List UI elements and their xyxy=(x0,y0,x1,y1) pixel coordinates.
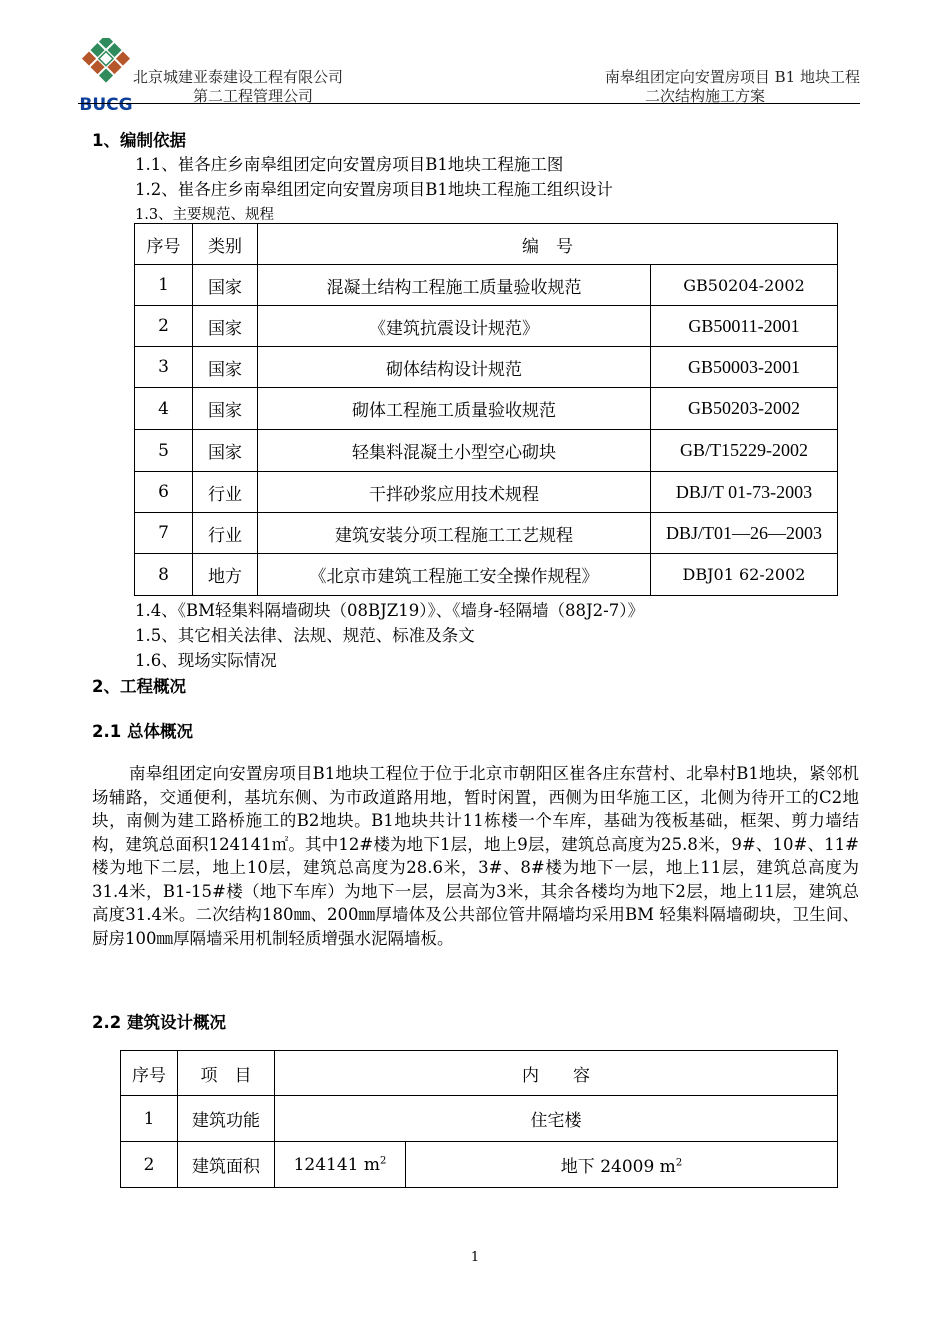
col-header-content: 内 容 xyxy=(275,1051,838,1096)
row-category: 国家 xyxy=(193,265,258,306)
section-1-heading: 1、编制依据 xyxy=(92,131,186,150)
table-header-row xyxy=(121,1051,838,1096)
row-standard-code: DBJ/T 01-73-2003 xyxy=(651,472,838,513)
row-content: 住宅楼 xyxy=(275,1096,838,1142)
table-header-row xyxy=(135,224,838,265)
project-name: 南皋组团定向安置房项目 B1 地块工程 xyxy=(604,68,860,86)
project-overview-paragraph: 南皋组团定向安置房项目B1地块工程位于位于北京市朝阳区崔各庄东营村、北皋村B1地块，紧邻机场辅路，交通便利，基坑东侧、为市政道路用地，暂时闲置，西侧为田华施工区，北侧为待开工的C2地块，南侧为建工路桥施工的B2地块。B1地块共计11栋楼一个车库，基础为筏板基础，框架、剪力墙结构，建筑总面积124141㎡。其中12#楼为地下1层，地上9层，建筑总高度为25.8米，9#、10#、11#楼为地下二层，地上10层，建筑总高度为28.6米，3#、8#楼为地下一层，地上11层，建筑总高度为31.4米，B1-15#楼（地下车库）为地下一层，层高为3米，其余各楼均为地下2层，地上11层，建筑总高度31.4米。二次结构180㎜、200㎜厚墙体及公共部位管井隔墙均采用BM 轻集料隔墙砌块，卫生间、厨房100㎜厚隔墙采用机制轻质增强水泥隔墙板。 xyxy=(92,764,859,948)
section-2-heading: 2、工程概况 xyxy=(92,677,186,696)
row-no: 4 xyxy=(135,388,193,430)
basis-item: 1.5、其它相关法律、法规、规范、标准及条文 xyxy=(135,626,475,645)
row-no: 5 xyxy=(135,430,193,472)
page-number: 1 xyxy=(470,1250,480,1265)
row-category: 国家 xyxy=(193,430,258,472)
row-category: 行业 xyxy=(193,513,258,554)
subsection-2-1-heading: 2.1 总体概况 xyxy=(92,722,193,741)
row-standard-name: 砌体工程施工质量验收规范 xyxy=(258,388,651,430)
table-row xyxy=(135,347,838,388)
table-row xyxy=(135,265,838,306)
table-row xyxy=(135,306,838,347)
row-standard-name: 轻集料混凝土小型空心砌块 xyxy=(258,430,651,472)
unit-superscript: 2 xyxy=(675,1157,683,1169)
row-standard-name: 干拌砂浆应用技术规程 xyxy=(258,472,651,513)
row-no: 2 xyxy=(121,1142,178,1188)
row-item: 建筑面积 xyxy=(178,1142,275,1188)
table-row xyxy=(135,388,838,430)
row-item: 建筑功能 xyxy=(178,1096,275,1142)
col-header-item: 项 目 xyxy=(178,1051,275,1096)
table-row xyxy=(135,472,838,513)
company-name: 北京城建亚泰建设工程有限公司 xyxy=(133,68,344,86)
row-no: 7 xyxy=(135,513,193,554)
row-standard-name: 《建筑抗震设计规范》 xyxy=(258,306,651,347)
row-total-area xyxy=(275,1142,406,1188)
basis-item: 1.1、崔各庄乡南皋组团定向安置房项目B1地块工程施工图 xyxy=(135,155,564,174)
underground-area-value: 地下 24009 m xyxy=(560,1157,676,1177)
row-standard-name: 砌体结构设计规范 xyxy=(258,347,651,388)
basis-item: 1.3、主要规范、规程 xyxy=(135,207,275,223)
standards-table xyxy=(134,223,838,596)
row-standard-code: GB50003-2001 xyxy=(651,347,838,388)
row-category: 国家 xyxy=(193,347,258,388)
company-division: 第二工程管理公司 xyxy=(193,87,314,105)
col-header-no: 序号 xyxy=(121,1051,178,1096)
table-row xyxy=(121,1142,838,1188)
row-category: 行业 xyxy=(193,472,258,513)
row-underground-area xyxy=(406,1142,838,1188)
row-category: 国家 xyxy=(193,388,258,430)
row-standard-code: GB/T15229-2002 xyxy=(651,430,838,472)
svg-text:BUCG: BUCG xyxy=(79,95,133,115)
design-overview-table xyxy=(120,1050,838,1188)
row-standard-code: GB50203-2002 xyxy=(651,388,838,430)
row-no: 2 xyxy=(135,306,193,347)
row-standard-code: DBJ/T01—26—2003 xyxy=(651,513,838,554)
basis-item: 1.2、崔各庄乡南皋组团定向安置房项目B1地块工程施工组织设计 xyxy=(135,180,613,199)
row-category: 地方 xyxy=(193,554,258,596)
basis-item: 1.6、现场实际情况 xyxy=(135,651,277,670)
row-no: 8 xyxy=(135,554,193,596)
document-title: 二次结构施工方案 xyxy=(645,87,766,105)
row-no: 1 xyxy=(121,1096,178,1142)
col-header-category: 类别 xyxy=(193,224,258,265)
row-category: 国家 xyxy=(193,306,258,347)
row-standard-code: GB50011-2001 xyxy=(651,306,838,347)
table-row xyxy=(121,1096,838,1142)
header-rule xyxy=(78,103,860,104)
row-no: 3 xyxy=(135,347,193,388)
basis-item: 1.4、《BM轻集料隔墙砌块（08BJZ19）》、《墙身-轻隔墙（88J2-7）》 xyxy=(135,601,644,620)
col-header-no: 序号 xyxy=(135,224,193,265)
row-no: 1 xyxy=(135,265,193,306)
table-row xyxy=(135,430,838,472)
table-row xyxy=(135,513,838,554)
subsection-2-2-heading: 2.2 建筑设计概况 xyxy=(92,1013,226,1032)
col-header-code: 编 号 xyxy=(258,224,838,265)
table-row xyxy=(135,554,838,596)
total-area-value: 124141 m xyxy=(293,1154,381,1175)
row-standard-name: 《北京市建筑工程施工安全操作规程》 xyxy=(258,554,651,596)
row-standard-code: DBJ01 62-2002 xyxy=(651,554,838,596)
row-standard-code: GB50204-2002 xyxy=(651,265,838,306)
row-no: 6 xyxy=(135,472,193,513)
row-standard-name: 混凝土结构工程施工质量验收规范 xyxy=(258,265,651,306)
unit-superscript: 2 xyxy=(380,1154,387,1166)
row-standard-name: 建筑安装分项工程施工工艺规程 xyxy=(258,513,651,554)
bucg-logo xyxy=(76,38,136,118)
